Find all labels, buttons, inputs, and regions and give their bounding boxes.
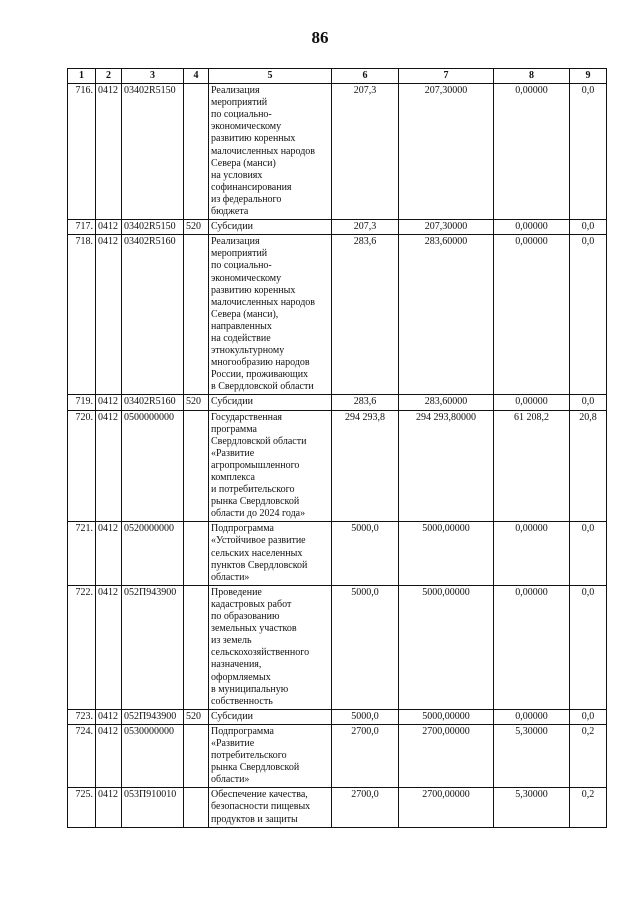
table-row xyxy=(68,220,607,235)
page-number: 86 xyxy=(311,28,329,47)
column-header: 8 xyxy=(494,69,570,84)
column-header: 4 xyxy=(184,69,209,84)
table-body xyxy=(68,84,607,828)
amount-col-9: 0,0 xyxy=(570,395,607,410)
column-header: 5 xyxy=(209,69,332,84)
section-code: 0412 xyxy=(96,724,122,787)
amount-col-9: 0,0 xyxy=(570,585,607,709)
amount-col-9: 0,0 xyxy=(570,709,607,724)
row-number: 725. xyxy=(68,788,96,827)
amount-col-6: 283,6 xyxy=(332,395,399,410)
amount-col-8: 0,00000 xyxy=(494,709,570,724)
expense-type-code: 520 xyxy=(184,709,209,724)
item-name: Реализация мероприятий по социально- экономическому развитию коренных малочисленных народов Севера (манси) на условиях софинансирования из федерального бюджета xyxy=(209,84,332,220)
target-article-code: 03402R5150 xyxy=(122,84,184,220)
column-header: 9 xyxy=(570,69,607,84)
target-article-code: 0520000000 xyxy=(122,522,184,585)
table-row xyxy=(68,84,607,220)
amount-col-8: 61 208,2 xyxy=(494,410,570,522)
amount-col-6: 5000,0 xyxy=(332,522,399,585)
target-article-code: 052П943900 xyxy=(122,585,184,709)
table-row xyxy=(68,395,607,410)
table-row xyxy=(68,724,607,787)
amount-col-7: 207,30000 xyxy=(399,220,494,235)
column-header: 2 xyxy=(96,69,122,84)
column-header: 6 xyxy=(332,69,399,84)
expense-type-code: 520 xyxy=(184,395,209,410)
target-article-code: 03402R5150 xyxy=(122,220,184,235)
amount-col-9: 0,2 xyxy=(570,788,607,827)
item-name: Субсидии xyxy=(209,709,332,724)
table-row xyxy=(68,709,607,724)
item-name: Реализация мероприятий по социально- экономическому развитию коренных малочисленных народов Севера (манси), направленных на содействие этнокультурному многообразию народов России, проживающих в Свердловской области xyxy=(209,235,332,395)
amount-col-6: 5000,0 xyxy=(332,709,399,724)
amount-col-6: 283,6 xyxy=(332,235,399,395)
amount-col-7: 5000,00000 xyxy=(399,709,494,724)
amount-col-9: 20,8 xyxy=(570,410,607,522)
section-code: 0412 xyxy=(96,522,122,585)
item-name: Обеспечение качества, безопасности пищевых продуктов и защиты xyxy=(209,788,332,827)
amount-col-6: 207,3 xyxy=(332,220,399,235)
row-number: 722. xyxy=(68,585,96,709)
table-row xyxy=(68,585,607,709)
amount-col-6: 2700,0 xyxy=(332,788,399,827)
table-row xyxy=(68,788,607,827)
item-name: Подпрограмма «Устойчивое развитие сельских населенных пунктов Свердловской области» xyxy=(209,522,332,585)
row-number: 723. xyxy=(68,709,96,724)
section-code: 0412 xyxy=(96,709,122,724)
amount-col-7: 5000,00000 xyxy=(399,522,494,585)
amount-col-9: 0,2 xyxy=(570,724,607,787)
amount-col-9: 0,0 xyxy=(570,522,607,585)
table-row xyxy=(68,235,607,395)
row-number: 718. xyxy=(68,235,96,395)
amount-col-9: 0,0 xyxy=(570,84,607,220)
table-row xyxy=(68,410,607,522)
amount-col-7: 294 293,80000 xyxy=(399,410,494,522)
amount-col-8: 0,00000 xyxy=(494,585,570,709)
row-number: 716. xyxy=(68,84,96,220)
expense-type-code xyxy=(184,788,209,827)
section-code: 0412 xyxy=(96,585,122,709)
amount-col-8: 0,00000 xyxy=(494,84,570,220)
target-article-code: 052П943900 xyxy=(122,709,184,724)
amount-col-8: 5,30000 xyxy=(494,724,570,787)
item-name: Субсидии xyxy=(209,220,332,235)
row-number: 724. xyxy=(68,724,96,787)
expense-type-code xyxy=(184,84,209,220)
amount-col-8: 0,00000 xyxy=(494,395,570,410)
amount-col-9: 0,0 xyxy=(570,235,607,395)
target-article-code: 053П910010 xyxy=(122,788,184,827)
amount-col-9: 0,0 xyxy=(570,220,607,235)
expense-type-code xyxy=(184,724,209,787)
amount-col-6: 207,3 xyxy=(332,84,399,220)
budget-table xyxy=(67,68,607,828)
table-row xyxy=(68,522,607,585)
amount-col-7: 283,60000 xyxy=(399,235,494,395)
amount-col-6: 5000,0 xyxy=(332,585,399,709)
expense-type-code xyxy=(184,585,209,709)
expense-type-code xyxy=(184,235,209,395)
item-name: Субсидии xyxy=(209,395,332,410)
amount-col-6: 294 293,8 xyxy=(332,410,399,522)
amount-col-8: 0,00000 xyxy=(494,235,570,395)
section-code: 0412 xyxy=(96,220,122,235)
section-code: 0412 xyxy=(96,84,122,220)
target-article-code: 0500000000 xyxy=(122,410,184,522)
amount-col-8: 0,00000 xyxy=(494,522,570,585)
section-code: 0412 xyxy=(96,395,122,410)
amount-col-8: 5,30000 xyxy=(494,788,570,827)
item-name: Государственная программа Свердловской области «Развитие агропромышленного комплекса и потребительского рынка Свердловской области до 2024 года» xyxy=(209,410,332,522)
expense-type-code xyxy=(184,522,209,585)
row-number: 720. xyxy=(68,410,96,522)
target-article-code: 03402R5160 xyxy=(122,235,184,395)
column-header: 1 xyxy=(68,69,96,84)
amount-col-7: 207,30000 xyxy=(399,84,494,220)
row-number: 717. xyxy=(68,220,96,235)
amount-col-8: 0,00000 xyxy=(494,220,570,235)
row-number: 719. xyxy=(68,395,96,410)
amount-col-7: 2700,00000 xyxy=(399,724,494,787)
column-header: 7 xyxy=(399,69,494,84)
expense-type-code xyxy=(184,410,209,522)
item-name: Проведение кадастровых работ по образованию земельных участков из земель сельскохозяйственного назначения, оформляемых в муниципальную собственность xyxy=(209,585,332,709)
section-code: 0412 xyxy=(96,235,122,395)
item-name: Подпрограмма «Развитие потребительского рынка Свердловской области» xyxy=(209,724,332,787)
target-article-code: 0530000000 xyxy=(122,724,184,787)
header-row xyxy=(68,69,607,84)
target-article-code: 03402R5160 xyxy=(122,395,184,410)
amount-col-7: 283,60000 xyxy=(399,395,494,410)
amount-col-6: 2700,0 xyxy=(332,724,399,787)
column-header: 3 xyxy=(122,69,184,84)
amount-col-7: 5000,00000 xyxy=(399,585,494,709)
expense-type-code: 520 xyxy=(184,220,209,235)
section-code: 0412 xyxy=(96,788,122,827)
row-number: 721. xyxy=(68,522,96,585)
amount-col-7: 2700,00000 xyxy=(399,788,494,827)
section-code: 0412 xyxy=(96,410,122,522)
